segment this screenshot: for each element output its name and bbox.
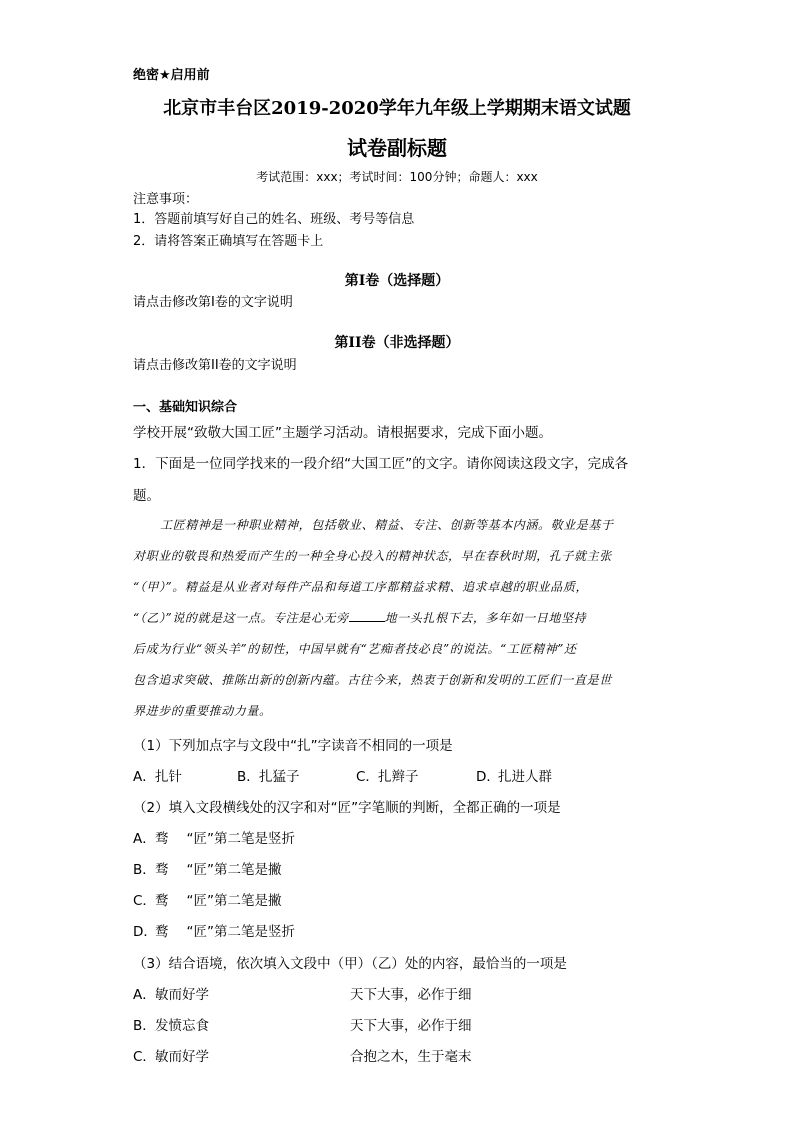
question-1-stem: 1．下面是一位同学找来的一段介绍“大国工匠”的文字。请你阅读这段文字，完成各 [133, 456, 629, 472]
volume-1-desc: 请点击修改第I卷的文字说明 [133, 295, 293, 310]
volume-2-title: 第II卷（非选择题） [334, 335, 460, 351]
notice-heading: 注意事项： [133, 192, 199, 207]
option-label: A． [133, 769, 156, 785]
option-judgement: “匠”第二笔是撇 [186, 893, 282, 909]
exam-title: 北京市丰台区2019-2020学年九年级上学期期末语文试题 [163, 98, 631, 119]
passage-line: 包含追求突破、推陈出新的创新内蕴。古往今来，热衷于创新和发明的工匠们一直是世 [133, 673, 612, 687]
option-c [133, 889, 282, 909]
option-a-second: 天下大事，必作于细 [350, 987, 472, 1003]
option-text: 扎针 [155, 769, 182, 785]
passage-line-with-blank [133, 609, 586, 626]
option-b [237, 765, 300, 785]
secret-mark: 绝密★启用前 [133, 68, 210, 83]
question-1-stem-cont: 题。 [133, 488, 160, 504]
option-label: B． [133, 862, 156, 878]
option-d [133, 920, 295, 940]
option-b-second: 天下大事，必作于细 [350, 1018, 472, 1034]
passage-line: 对职业的敬畏和热爱而产生的一种全身心投入的精神状态，早在春秋时期，孔子就主张 [133, 549, 612, 563]
option-b [133, 858, 282, 878]
sub-question-2-stem: （2）填入文段横线处的汉字和对“匠”字笔顺的判断，全都正确的一项是 [133, 800, 561, 816]
option-judgement: “匠”第二笔是竖折 [186, 831, 295, 847]
option-d [476, 765, 552, 785]
option-first: 敏而好学 [155, 987, 209, 1003]
option-b [133, 1014, 209, 1034]
passage-fragment: “（乙）”说的就是这一点。专注是心无旁 [133, 611, 349, 625]
option-a [133, 827, 295, 847]
option-char: 骛 [155, 831, 169, 847]
passage-line: 工匠精神是一种职业精神，包括敬业、精益、专注、创新等基本内涵。敬业是基于 [160, 518, 614, 532]
option-a [133, 765, 182, 785]
fill-blank[interactable] [349, 609, 385, 622]
option-c-second: 合抱之木，生于毫末 [350, 1049, 472, 1065]
option-char: 鹜 [155, 893, 169, 909]
option-text: 扎进人群 [498, 769, 552, 785]
sub-question-1-stem: （1）下列加点字与文段中“扎”字读音不相同的一项是 [133, 738, 453, 754]
exam-info: 考试范围：xxx；考试时间：100分钟；命题人：xxx [256, 170, 538, 184]
option-first: 发愤忘食 [155, 1018, 209, 1034]
option-label: A． [133, 987, 156, 1003]
notice-item: 1．答题前填写好自己的姓名、班级、考号等信息 [133, 212, 415, 227]
option-label: B． [237, 769, 260, 785]
option-label: B． [133, 1018, 156, 1034]
option-a [133, 983, 209, 1003]
option-c [133, 1045, 209, 1065]
option-label: C． [133, 1049, 156, 1065]
notice-item: 2．请将答案正确填写在答题卡上 [133, 234, 324, 249]
passage-line: 界进步的重要推动力量。 [133, 704, 272, 718]
option-label: D． [133, 924, 157, 940]
option-label: A． [133, 831, 156, 847]
volume-1-title: 第I卷（选择题） [344, 273, 450, 289]
option-text: 扎辫子 [378, 769, 419, 785]
option-judgement: “匠”第二笔是竖折 [186, 924, 295, 940]
option-text: 扎猛子 [259, 769, 300, 785]
option-judgement: “匠”第二笔是撇 [186, 862, 282, 878]
section-intro: 学校开展“致敬大国工匠”主题学习活动。请根据要求，完成下面小题。 [133, 425, 552, 441]
sub-question-3-stem: （3）结合语境，依次填入文段中（甲）（乙）处的内容，最恰当的一项是 [133, 956, 567, 972]
option-label: C． [356, 769, 379, 785]
option-label: C． [133, 893, 156, 909]
exam-subtitle: 试卷副标题 [347, 136, 447, 160]
option-char: 鹜 [155, 924, 169, 940]
option-c [356, 765, 419, 785]
option-first: 敏而好学 [155, 1049, 209, 1065]
volume-2-desc: 请点击修改第II卷的文字说明 [133, 358, 297, 373]
passage-fragment: 地一头扎根下去，多年如一日地坚持 [384, 611, 587, 625]
passage-line: 后成为行业“领头羊”的韧性，中国早就有“艺痴者技必良”的说法。“工匠精神”还 [133, 642, 577, 656]
section-title: 一、基础知识综合 [133, 400, 238, 415]
option-label: D． [476, 769, 500, 785]
passage-line: “（甲）”。精益是从业者对每件产品和每道工序都精益求精、追求卓越的职业品质， [133, 580, 589, 594]
option-char: 骛 [155, 862, 169, 878]
